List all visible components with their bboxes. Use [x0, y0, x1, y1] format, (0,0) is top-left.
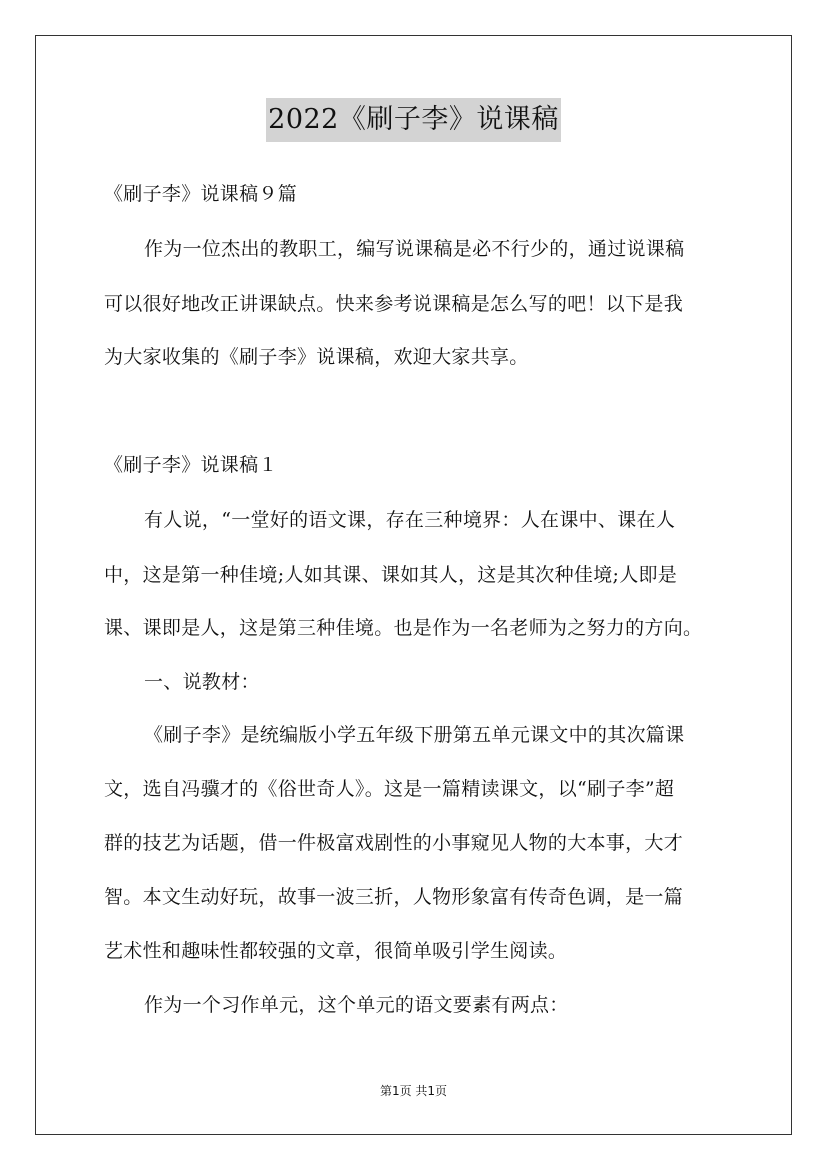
body-line-10: 作为一个习作单元，这个单元的语文要素有两点： — [144, 994, 569, 1016]
document-subtitle: 《刷子李》说课稿９篇 — [104, 183, 298, 205]
intro-line-1: 作为一位杰出的教职工，编写说课稿是必不行少的，通过说课稿 — [144, 238, 685, 260]
body-line-7: 群的技艺为话题，借一件极富戏剧性的小事窥见人物的大本事，大才 — [104, 832, 684, 854]
body-line-2: 中，这是第一种佳境;人如其课、课如其人，这是其次种佳境;人即是 — [104, 564, 678, 586]
title-container — [0, 98, 827, 142]
intro-line-2: 可以很好地改正讲课缺点。快来参考说课稿是怎么写的吧！以下是我 — [104, 293, 684, 315]
section-heading: 《刷子李》说课稿１ — [104, 454, 278, 476]
body-line-5: 《刷子李》是统编版小学五年级下册第五单元课文中的其次篇课 — [144, 724, 685, 746]
intro-line-3: 为大家收集的《刷子李》说课稿，欢迎大家共享。 — [104, 346, 529, 368]
body-heading-teaching-material: 一、说教材： — [144, 671, 260, 693]
body-line-9: 艺术性和趣味性都较强的文章，很简单吸引学生阅读。 — [104, 940, 568, 962]
document-title: 2022《刷子李》说课稿 — [266, 98, 561, 142]
body-line-8: 智。本文生动好玩，故事一波三折，人物形象富有传奇色调，是一篇 — [104, 886, 684, 908]
body-line-1: 有人说，“一堂好的语文课，存在三种境界：人在课中、课在人 — [144, 509, 676, 531]
page-number: 第1页 共1页 — [379, 1084, 448, 1098]
body-line-6: 文，选自冯骥才的《俗世奇人》。这是一篇精读课文，以“刷子李”超 — [104, 778, 675, 800]
body-line-3: 课、课即是人，这是第三种佳境。也是作为一名老师为之努力的方向。 — [104, 617, 703, 639]
